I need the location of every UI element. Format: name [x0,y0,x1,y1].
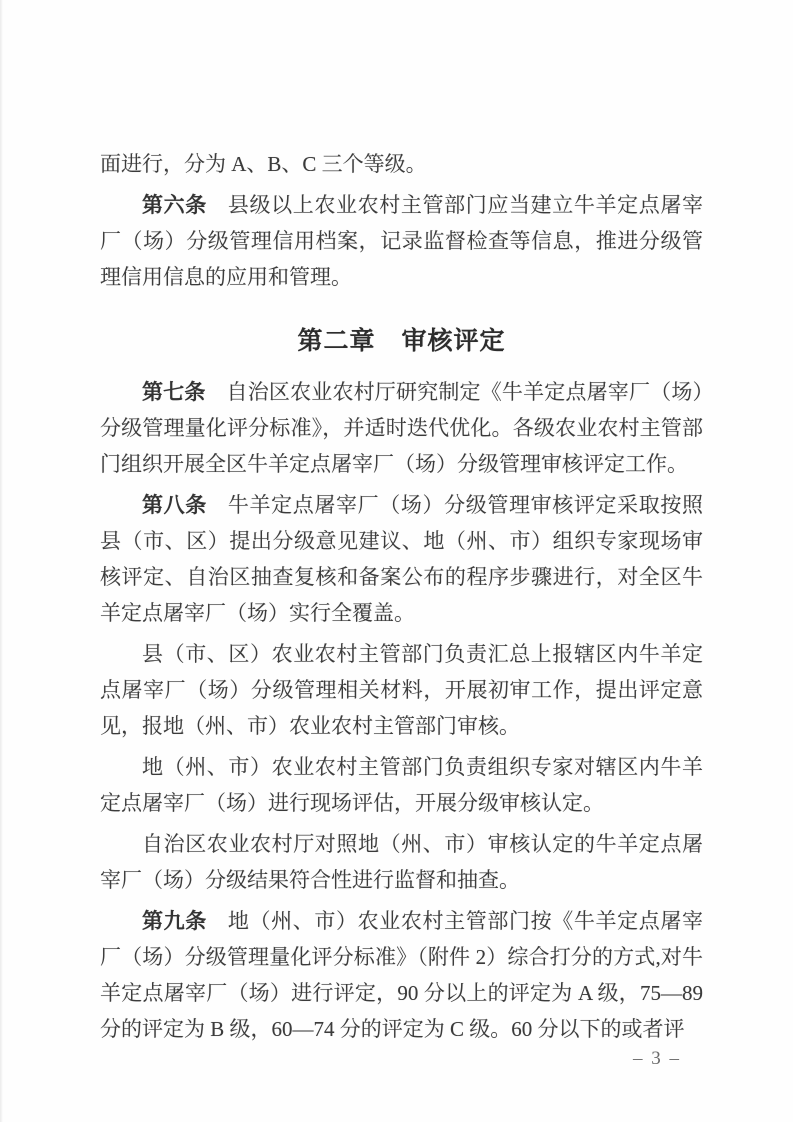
article-8-paragraph [100,487,703,631]
article-8-subparagraph-prefecture [100,749,703,821]
article-8-text: 牛羊定点屠宰厂（场）分级管理审核评定采取按照县（市、区）提出分级意见建议、地（州、市）组织专家现场审核评定、自治区抽查复核和备案公布的程序步骤进行，对全区牛羊定点屠宰厂（场）实行全覆盖。 [100,493,703,625]
article-6-text: 县级以上农业农村主管部门应当建立牛羊定点屠宰厂（场）分级管理信用档案，记录监督检查等信息，推进分级管理信用信息的应用和管理。 [100,193,703,289]
continuation-text: 面进行，分为 A、B、C 三个等级。 [100,152,427,176]
county-duty-text: 县（市、区）农业农村主管部门负责汇总上报辖区内牛羊定点屠宰厂（场）分级管理相关材料，开展初审工作，提出评定意见，报地（州、市）农业农村主管部门审核。 [100,642,703,738]
article-8-subparagraph-county [100,636,703,744]
continuation-paragraph [100,146,703,182]
article-6-paragraph [100,187,703,295]
body-text [100,146,703,1052]
chapter-heading: 第二章 审核评定 [297,327,506,355]
article-9-number: 第九条 [142,909,207,933]
article-7-number: 第七条 [142,380,206,404]
scan-edge-shadow [0,0,3,1122]
article-8-number: 第八条 [142,493,207,517]
article-8-subparagraph-region [100,826,703,898]
article-7-text: 自治区农业农村厅研究制定《牛羊定点屠宰厂（场）分级管理量化评分标准》，并适时迭代优化。各级农业农村主管部门组织开展全区牛羊定点屠宰厂（场）分级管理审核评定工作。 [100,380,704,476]
article-9-paragraph [100,903,703,1047]
region-duty-text: 自治区农业农村厅对照地（州、市）审核认定的牛羊定点屠宰厂（场）分级结果符合性进行监督和抽查。 [100,832,703,892]
article-7-paragraph [100,374,703,482]
article-9-text: 地（州、市）农业农村主管部门按《牛羊定点屠宰厂（场）分级管理量化评分标准》（附件 2）综合打分的方式,对牛羊定点屠宰厂（场）进行评定，90 分以上的评定为 A 级，75—89 分的评定为 B 级，60—74 分的评定为 C 级。60 分以下的或者评 [100,909,703,1041]
page-number: – 3 – [633,1048,681,1069]
article-6-number: 第六条 [142,193,207,217]
prefecture-duty-text: 地（州、市）农业农村主管部门负责组织专家对辖区内牛羊定点屠宰厂（场）进行现场评估，开展分级审核认定。 [100,755,703,815]
